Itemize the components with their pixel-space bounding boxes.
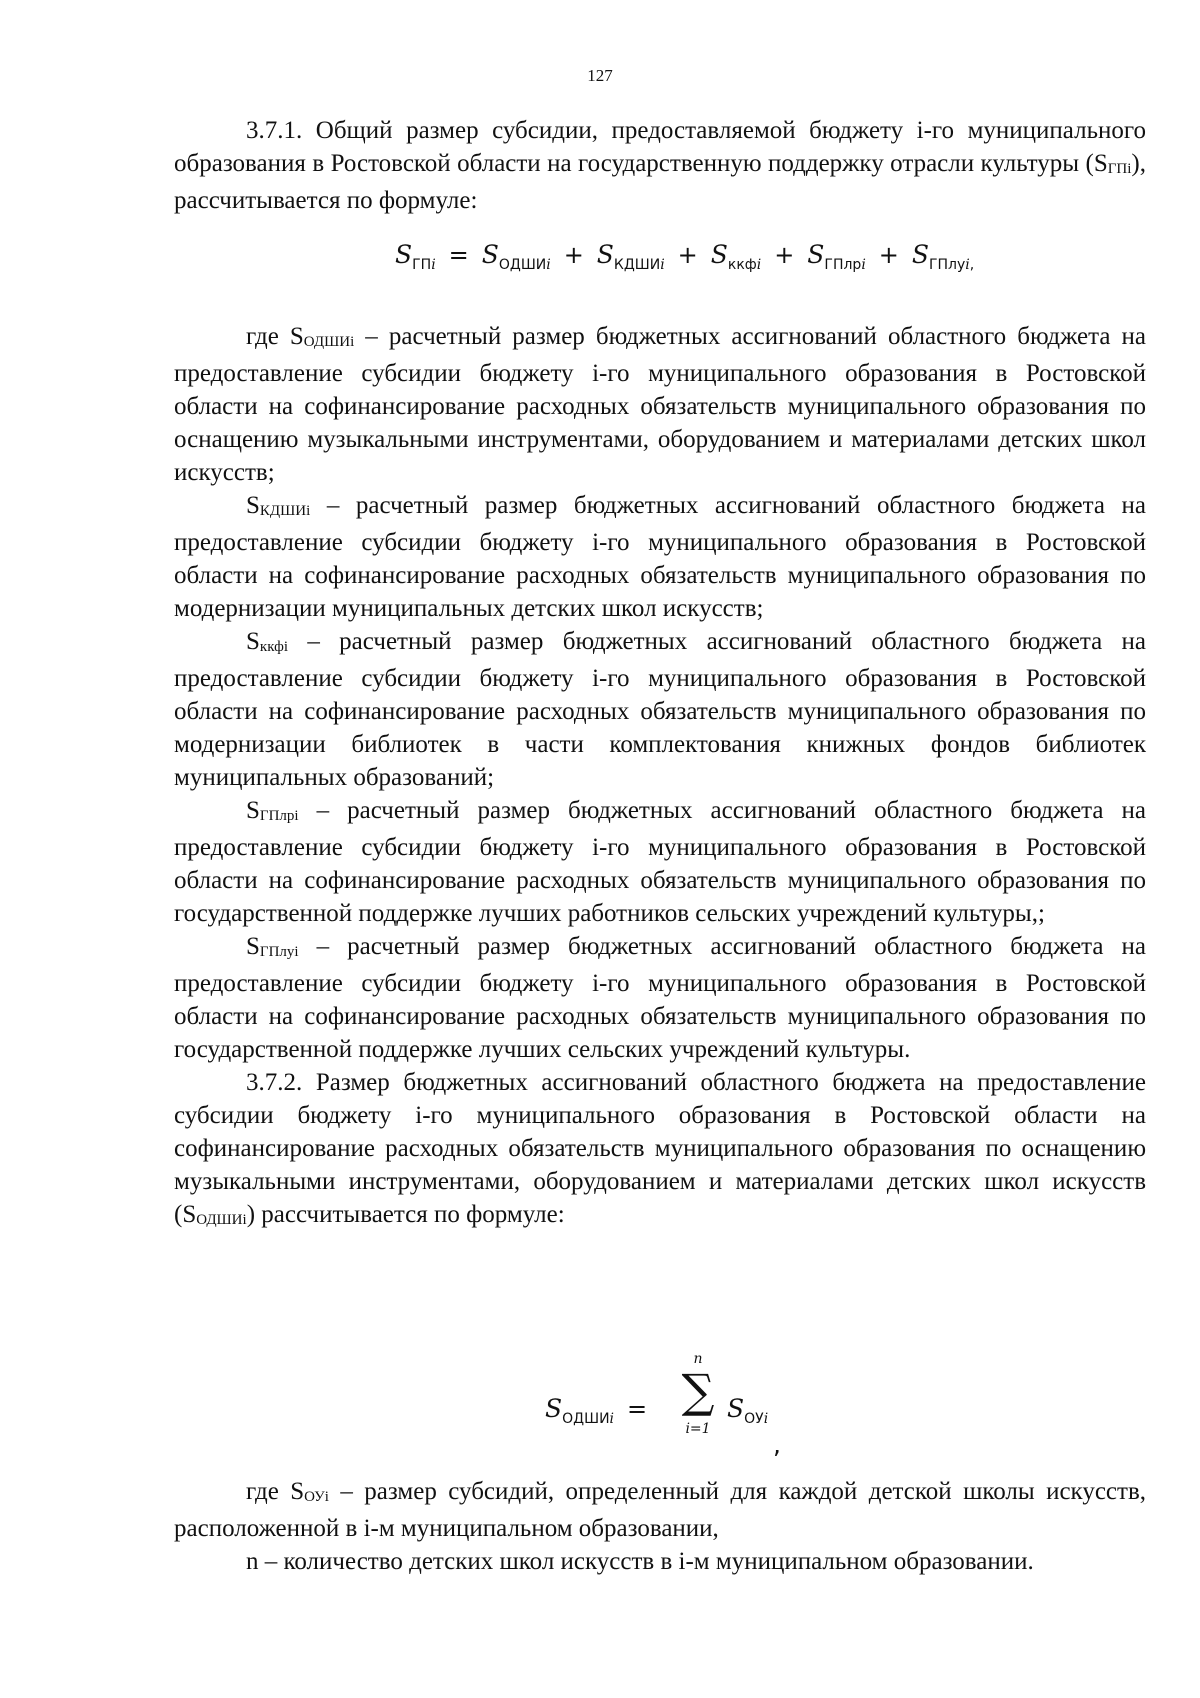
definition-s-oy [174,1475,1146,1545]
subscript-index: i [609,1411,615,1427]
plus-sign: + [774,241,795,269]
plus-sign: + [677,241,698,269]
definition-text: – расчетный размер бюджетных ассигнований областного бюджета на предоставление субсидии бюджету i-го муниципального образования в Ростовской области на софинансирование расходных обязательств муниципального образования по государственной поддержке лучших работников сельских учреждений культуры,; [174,797,1146,927]
subscript: КДШИi [259,503,311,519]
formula-subscript [562,1411,614,1427]
formula-subscript [744,1411,768,1427]
formula-symbol: S [807,240,825,269]
formula-symbol: S [545,1394,563,1423]
formula-subscript [499,257,551,273]
equals-sign: = [448,241,469,269]
formula-symbol: S [395,240,413,269]
definition-text: – расчетный размер бюджетных ассигнований областного бюджета на предоставление субсидии бюджету i-го муниципального образования в Ростовской области на софинансирование расходных обязательств муниципального образования по государственной поддержке лучших сельских учреждений культуры. [174,933,1146,1063]
subscript-index: i [965,257,970,273]
page-number: 127 [587,66,613,85]
definition-s-gplu [174,930,1146,1066]
paragraph-body: 3.7.1. Общий размер субсидии, предоставляемой бюджету i-го муниципального образования в Ростовской области на государственную поддержку отрасли культуры (S [174,117,1146,177]
definition-n [174,1545,1146,1578]
subscript-index: i [546,257,551,273]
formula-subscript [929,257,974,273]
formula-odshi-sum [545,1350,805,1460]
definition-s-kkf [174,625,1146,794]
final-definitions [174,1475,1146,1578]
subscript: ОДШИi [196,1212,247,1228]
subscript-index: i [660,257,665,273]
formula-symbol: S [727,1394,745,1423]
paragraph-text [174,114,1146,217]
definition-lead: S [246,492,260,519]
formula-subscript [614,257,665,273]
subscript: ОДШИi [303,334,355,350]
subscript-index: i [763,1411,769,1427]
subscript: ГПлуi [259,944,299,960]
definition-text: – расчетный размер бюджетных ассигнований областного бюджета на предоставление субсидии бюджету i-го муниципального образования в Ростовской области на софинансирование расходных обязательств муниципального образования по оснащению музыкальными инструментами, оборудованием и материалами детских школ искусств; [174,323,1146,486]
definition-s-kdshi [174,489,1146,625]
paragraph-3-7-1 [174,114,1146,217]
subscript: ГПi [1107,161,1132,177]
subscript-text: ГП [412,257,432,273]
definition-lead: S [246,628,260,655]
subscript-index: i [431,257,436,273]
formula-total-subsidy [395,240,975,273]
formula-comma: , [969,257,975,273]
formula-lhs [545,1394,652,1427]
paragraph-3-7-2 [174,1066,1146,1235]
definition-lead: S [246,797,260,824]
formula-comma: , [773,1430,781,1459]
equals-sign: = [626,1395,648,1423]
subscript: ОУi [304,1489,329,1505]
subscript-text: КДШИ [613,257,661,273]
formula-subscript [412,257,436,273]
paragraph-end: ) рассчитывается по формуле: [246,1201,565,1228]
plus-sign: + [878,241,899,269]
subscript-index: i [756,257,762,273]
subscript: ккфi [259,639,288,655]
formula-subscript [824,257,865,273]
definition-s-odshi [174,320,1146,489]
subscript-text: ккф [727,257,757,273]
formula-symbol: S [596,240,614,269]
definitions-block [174,320,1146,1235]
subscript-text: ГПлр [824,257,862,273]
plus-sign: + [563,241,584,269]
definition-lead: S [246,933,260,960]
formula-symbol: S [710,240,728,269]
formula-symbol: S [481,240,499,269]
definition-lead: где S [246,323,304,350]
subscript-text: ОДШИ [498,257,547,273]
formula-symbol: S [911,240,929,269]
definition-s-gplr [174,794,1146,930]
sum-lower-limit: i=1 [685,1421,711,1437]
definition-text: n – количество детских школ искусств в i-м муниципальном образовании. [246,1548,1034,1575]
subscript-text: ОДШИ [562,1411,610,1427]
formula-subscript [728,257,761,273]
subscript-text: ГПлу [928,257,966,273]
sum-upper-limit: n [693,1351,703,1367]
subscript-index: i [861,257,866,273]
definition-text: – расчетный размер бюджетных ассигнований областного бюджета на предоставление субсидии бюджету i-го муниципального образования в Ростовской области на софинансирование расходных обязательств муниципального образования по модернизации муниципальных детских школ искусств; [174,492,1146,622]
sum-operator [673,1350,723,1438]
paragraph-end: ), рассчитывается по формуле: [174,150,1146,214]
subscript-text: ОУ [744,1411,764,1427]
formula-rhs [727,1394,769,1427]
sigma-icon: ∑ [681,1364,715,1418]
definition-lead: где S [246,1478,305,1505]
subscript: ГПлрi [259,808,299,824]
definition-text: – расчетный размер бюджетных ассигнований областного бюджета на предоставление субсидии бюджету i-го муниципального образования в Ростовской области на софинансирование расходных обязательств муниципального образования по модернизации библиотек в части комплектования книжных фондов библиотек муниципальных образований; [174,628,1146,791]
definition-text: – размер субсидий, определенный для каждой детской школы искусств, расположенной в i-м муниципальном образовании, [174,1478,1147,1542]
paragraph-body: 3.7.2. Размер бюджетных ассигнований областного бюджета на предоставление субсидии бюджету i-го муниципального образования в Ростовской области на софинансирование расходных обязательств муниципального образования по оснащению музыкальными инструментами, оборудованием и материалами детских школ искусств (S [174,1069,1146,1228]
